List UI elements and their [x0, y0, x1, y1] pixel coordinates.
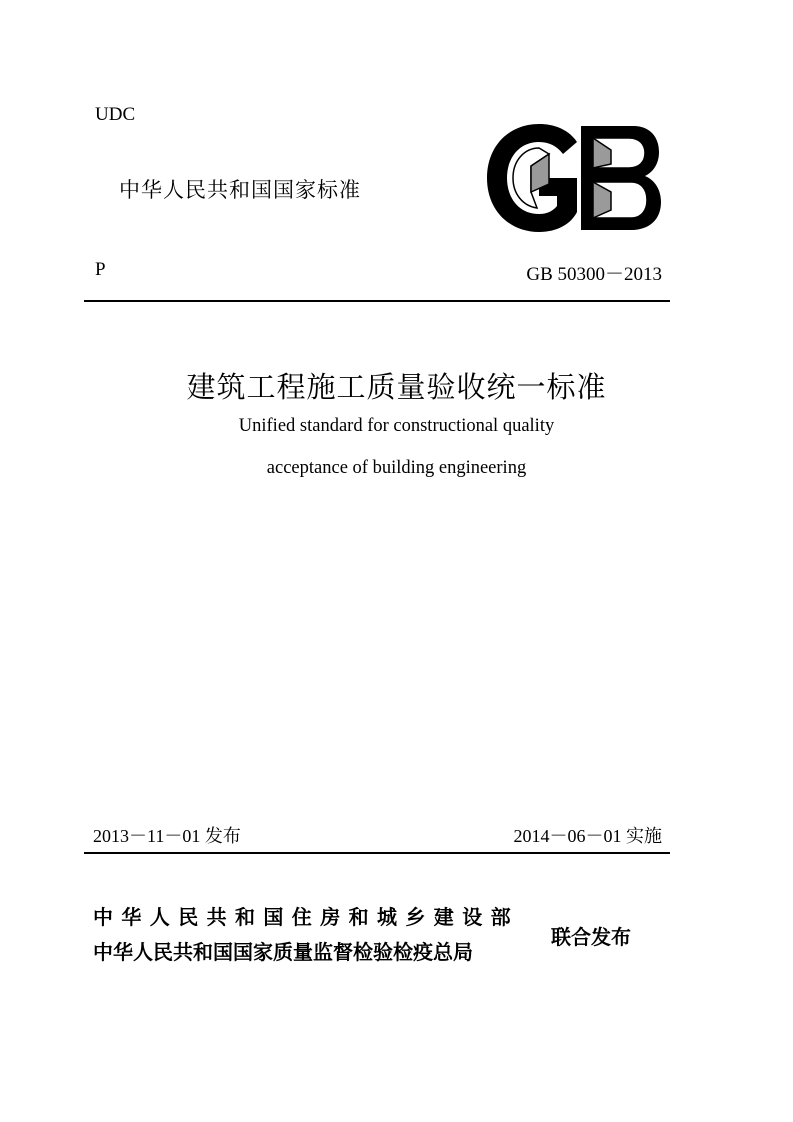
standard-type: 中华人民共和国国家标准 [119, 178, 361, 202]
issuer-aqsiq: 中华人民共和国国家质量监督检验检疫总局 [93, 940, 473, 964]
publish-date: 2013－11－01 发布 [93, 826, 241, 846]
title-english-line1: Unified standard for constructional quality [238, 416, 555, 436]
bottom-divider [84, 852, 670, 854]
issuer-ministry: 中华人民共和国住房和城乡建设部 [93, 905, 519, 929]
gb-logo [483, 122, 663, 234]
gb-logo-g [487, 124, 577, 232]
classification-code: P [95, 259, 106, 280]
title-chinese: 建筑工程施工质量验收统一标准 [186, 370, 607, 404]
joint-release-label: 联合发布 [551, 925, 631, 949]
udc-label: UDC [95, 104, 136, 125]
implement-date: 2014－06－01 实施 [513, 826, 662, 846]
gb-logo-b [581, 126, 661, 230]
top-divider [84, 300, 670, 302]
standard-number: GB 50300－2013 [526, 264, 662, 285]
title-english-line2: acceptance of building engineering [266, 458, 527, 478]
